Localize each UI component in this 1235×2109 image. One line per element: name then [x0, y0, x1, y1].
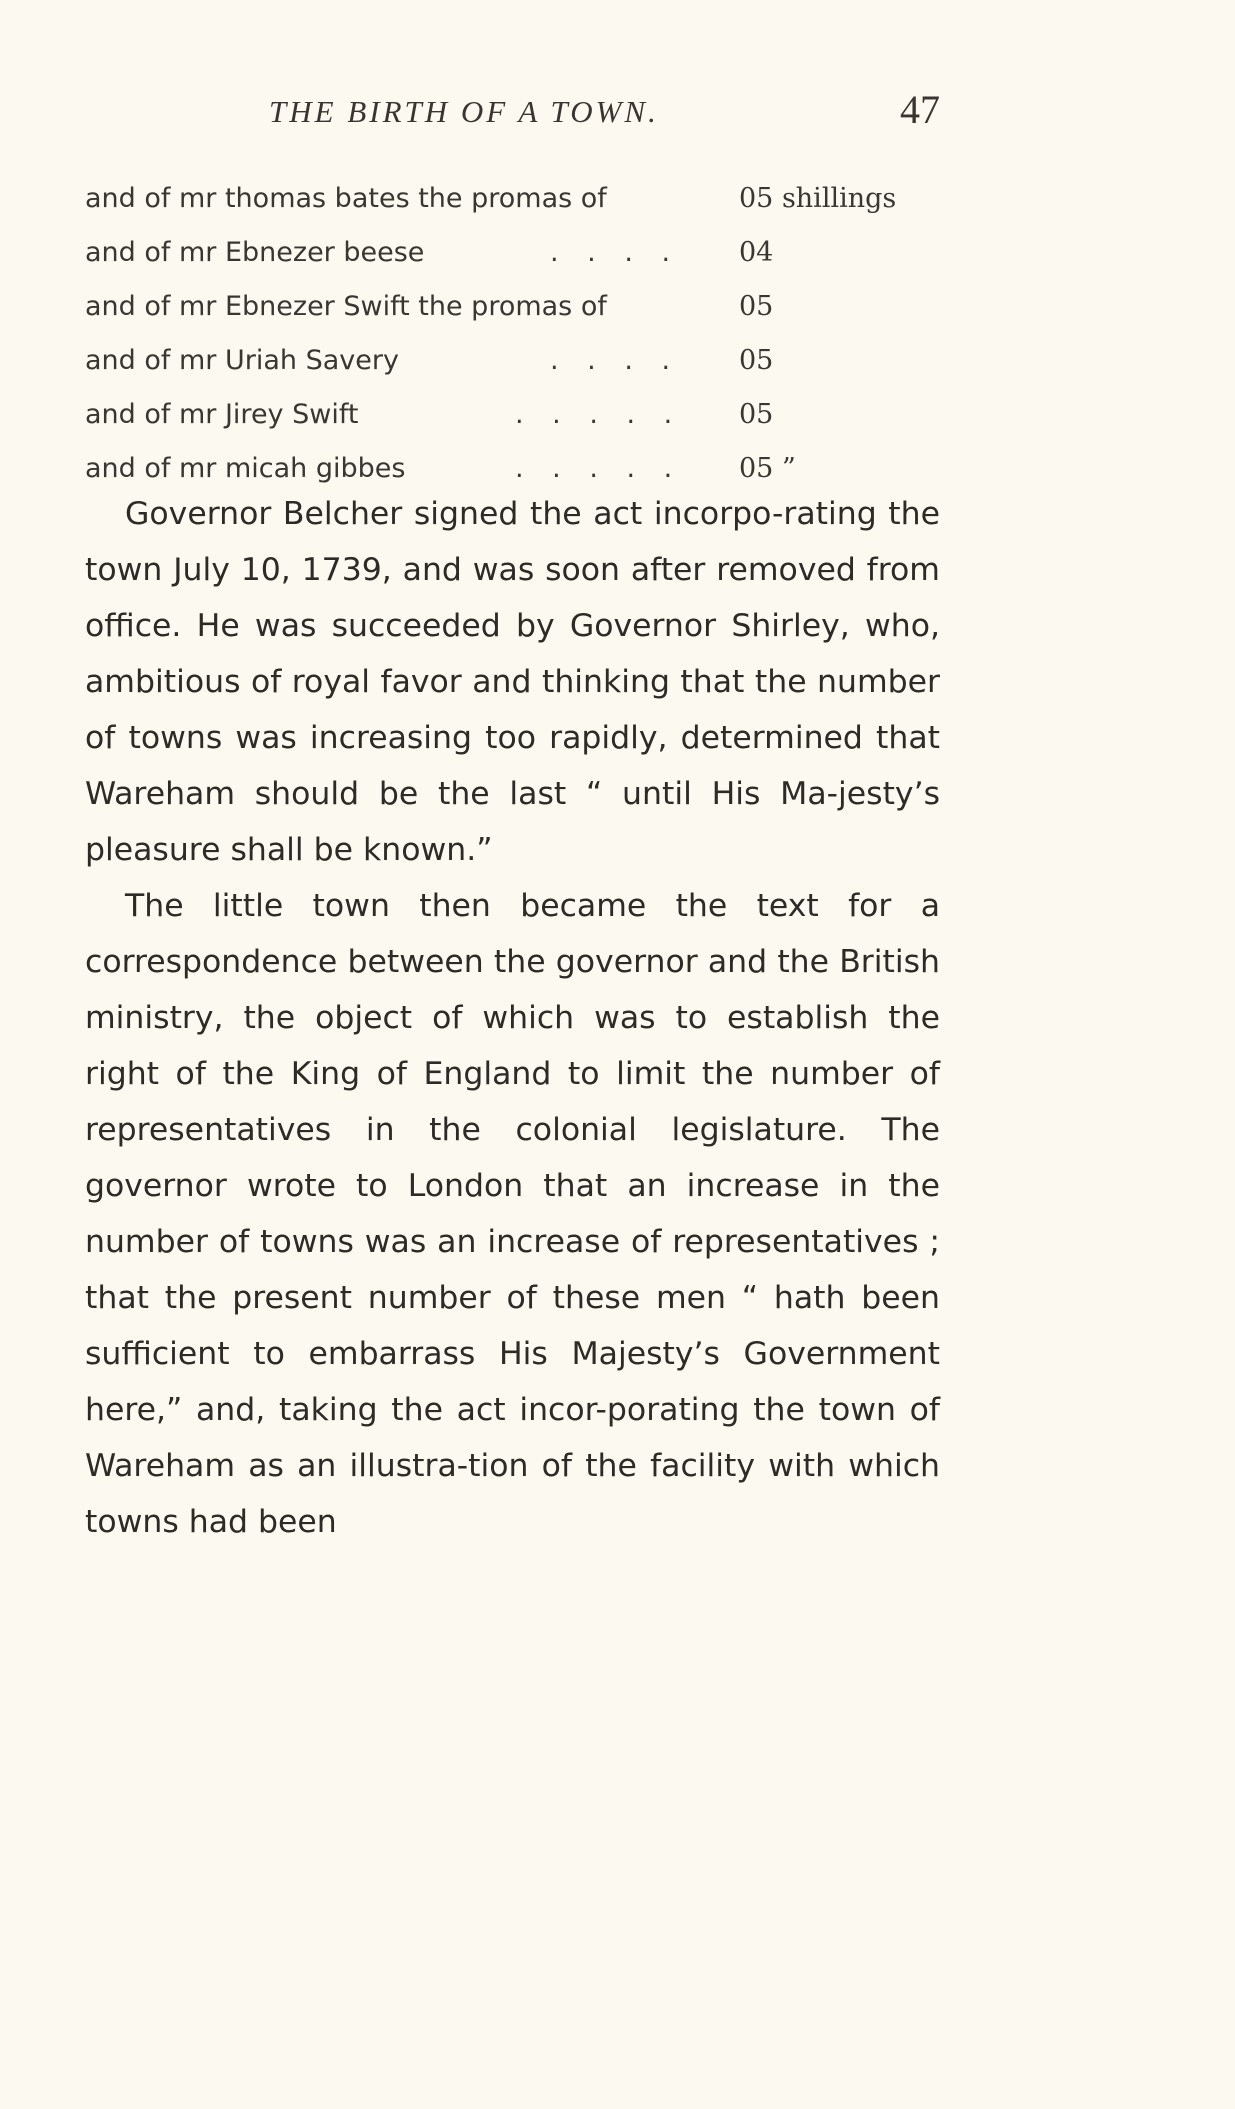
- leader-dots: . . . . .: [515, 453, 683, 484]
- leader-dots: . . . . .: [515, 399, 683, 430]
- subscriber-text: and of mr Ebnezer beese: [85, 237, 425, 268]
- subscription-row: [85, 388, 940, 442]
- subscription-row: [85, 226, 940, 280]
- subscription-list: [85, 172, 940, 496]
- subscription-amount: 04: [739, 237, 774, 268]
- paragraph: Governor Belcher signed the act incorpo-rating the town July 10, 1739, and was soon after removed from office. He was succeeded by Governor Shirley, who, ambitious of royal favor and thinking that the number of towns was increasing too rapidly, determined that Wareham should be the last “ until His Ma-jesty’s pleasure shall be known.”: [85, 496, 940, 868]
- subscriber-text: and of mr Jirey Swift: [85, 399, 359, 430]
- subscription-row: [85, 280, 940, 334]
- subscriber-text: and of mr Uriah Savery: [85, 345, 399, 376]
- subscription-amount: 05: [739, 399, 774, 430]
- subscription-amount: 05 ”: [739, 453, 796, 484]
- page-header: [85, 86, 940, 136]
- paragraph: The little town then became the text for a correspondence between the governor and the British ministry, the object of which was to establish the right of the King of England to limit the number of representatives in the colonial legislature. The governor wrote to London that an increase in the number of towns was an increase of representatives ; that the present number of these men “ hath been sufficient to embarrass His Majesty’s Government here,” and, taking the act incor-porating the town of Wareham as an illustra-tion of the facility with which towns had been: [85, 888, 940, 1540]
- subscriber-text: and of mr thomas bates the promas of: [85, 183, 607, 214]
- body-text: [85, 486, 940, 1550]
- subscription-row: [85, 172, 940, 226]
- leader-dots: . . . .: [550, 345, 681, 376]
- subscription-row: [85, 334, 940, 388]
- subscriber-text: and of mr Ebnezer Swift the promas of: [85, 291, 607, 322]
- running-title: THE BIRTH OF A TOWN.: [269, 94, 659, 129]
- subscriber-text: and of mr micah gibbes: [85, 453, 406, 484]
- subscription-amount: 05: [739, 291, 774, 322]
- subscription-amount: 05 shillings: [739, 183, 897, 214]
- subscription-amount: 05: [739, 345, 774, 376]
- leader-dots: . . . .: [550, 237, 681, 268]
- page-number: 47: [900, 87, 940, 132]
